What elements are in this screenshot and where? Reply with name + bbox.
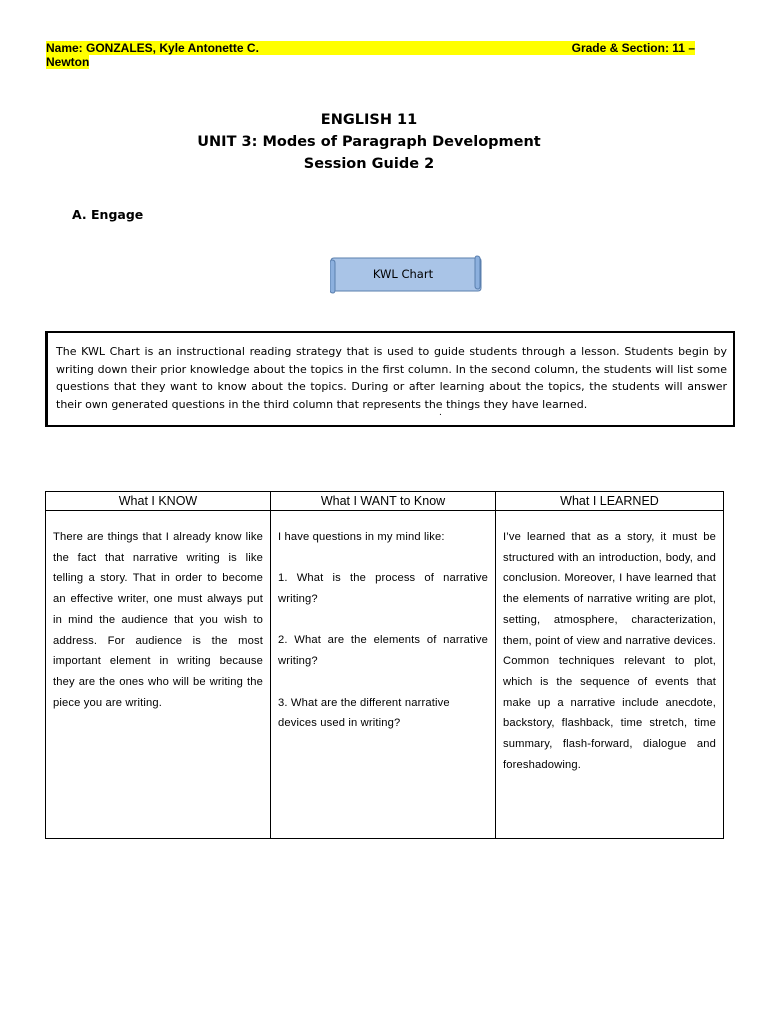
- want-cell: [271, 511, 496, 839]
- section-heading: A. Engage: [72, 207, 144, 222]
- kwl-header-row: [46, 492, 724, 511]
- learned-cell: [496, 511, 724, 839]
- unit-title: UNIT 3: Modes of Paragraph Development: [197, 134, 541, 150]
- kwl-description-text: The KWL Chart is an instructional reading strategy that is used to guide students through a lesson. Students begin by writing down their prior knowledge about the topics in the first column. In the second column, the students will list some questions that they want to know about the topics. During or after learning about the topics, the students will answer their own generated questions in the third column that represents the things they have learned.: [56, 345, 727, 411]
- header-learned: What I LEARNED: [496, 492, 724, 511]
- header-want: What I WANT to Know: [271, 492, 496, 511]
- header-know: What I KNOW: [46, 492, 271, 511]
- kwl-description-box: [45, 331, 735, 427]
- want-question-1: 1. What is the process of narrative writing?: [278, 572, 488, 606]
- document-title: [0, 109, 768, 175]
- want-question-2: 2. What are the elements of narrative writing?: [278, 634, 488, 668]
- learned-text: I’ve learned that as a story, it must be structured with an introduction, body, and conclusion. Moreover, I have learned that the elements of narrative writing are plot, setting, atmosphere, characterization, them, point of view and narrative devices. Common techniques relevant to plot, which is the sequence of events that make up a narrative include anecdote, backstory, flashback, time stretch, time summary, flash-forward, dialogue and foreshadowing.: [503, 531, 716, 771]
- session-title: Session Guide 2: [303, 156, 435, 172]
- student-header: [46, 41, 695, 69]
- want-intro: I have questions in my mind like:: [278, 531, 445, 543]
- student-name: Name: GONZALES, Kyle Antonette C.: [46, 41, 259, 55]
- kwl-chart-banner: [330, 255, 482, 295]
- know-cell: [46, 511, 271, 839]
- stray-mark: .: [439, 408, 442, 418]
- section-name: Newton: [46, 55, 90, 69]
- know-text: There are things that I already know like the fact that narrative writing is like telling a story. That in order to become an effective writer, one must always put in mind the audience that you wish to address. For audience is the most important element in writing because they are the ones who will be writing the piece you are writing.: [53, 531, 263, 709]
- kwl-content-row: [46, 511, 724, 839]
- course-title: ENGLISH 11: [320, 112, 418, 128]
- banner-label: KWL Chart: [372, 267, 434, 281]
- grade-section: Grade & Section: 11 –: [571, 41, 695, 55]
- want-question-3: 3. What are the different narrative devices used in writing?: [278, 696, 450, 730]
- kwl-table: [45, 491, 724, 839]
- student-header-row: [46, 41, 695, 55]
